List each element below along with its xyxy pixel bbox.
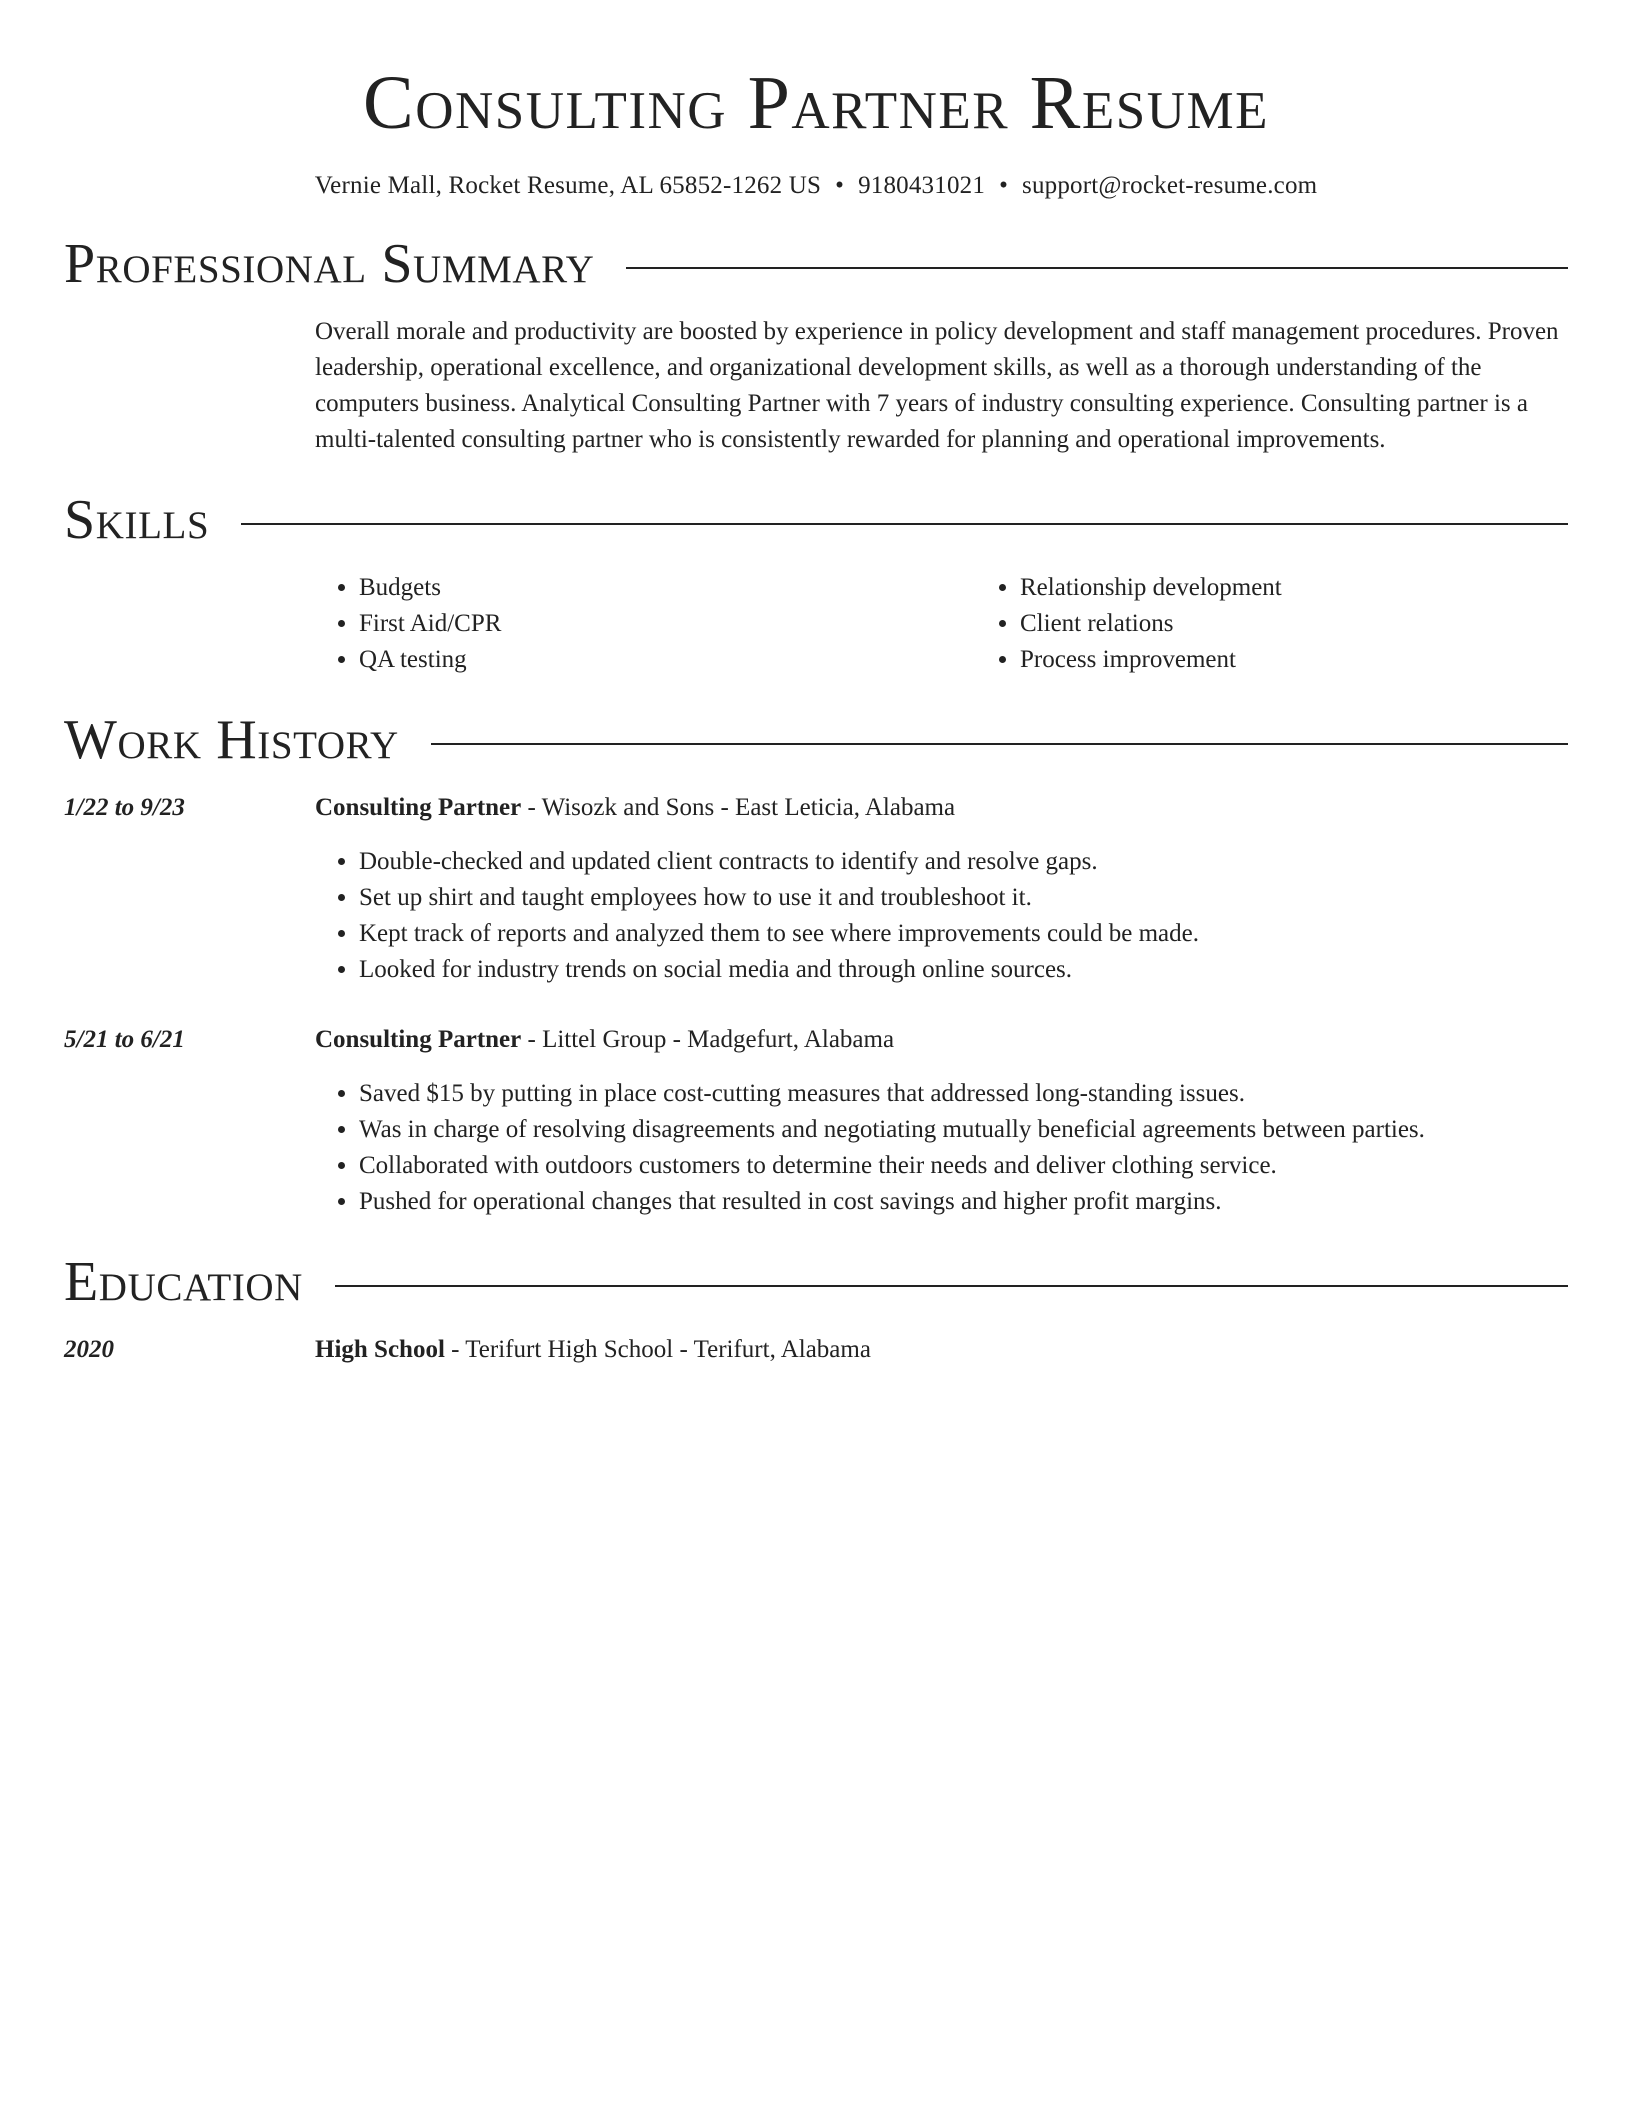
job-heading <box>315 1022 1568 1058</box>
skills-heading: Skills <box>64 489 210 551</box>
summary-spacer <box>64 314 315 458</box>
skill-item: • QA testing <box>359 642 976 678</box>
contact-phone: 9180431021 <box>858 172 986 199</box>
section-divider <box>335 1285 1568 1287</box>
job-bullet: • Set up shirt and taught employees how to use it and troubleshoot it. <box>359 880 1568 916</box>
job-bullet: • Double-checked and updated client contracts to identify and resolve gaps. <box>359 844 1568 880</box>
job-details: - Wisozk and Sons - East Leticia, Alabama <box>521 794 956 821</box>
skill-item: • Client relations <box>1020 606 1632 642</box>
section-divider <box>241 523 1568 525</box>
job-bullet: • Saved $15 by putting in place cost-cutting measures that addressed long-standing issues. <box>359 1076 1568 1112</box>
job-bullet: • Kept track of reports and analyzed them to see where improvements could be made. <box>359 916 1568 952</box>
job-details: - Littel Group - Madgefurt, Alabama <box>521 1026 895 1053</box>
skills-list <box>315 570 1632 678</box>
skill-item: • First Aid/CPR <box>359 606 976 642</box>
summary-section-header <box>64 232 1568 296</box>
section-divider <box>431 743 1568 745</box>
contact-separator: • <box>835 172 845 199</box>
job-entry <box>64 790 1568 988</box>
summary-text: Overall morale and productivity are boosted by experience in policy development and staff management procedures. Proven leadership, operational excellence, and organizational development skills, as well as a thorough understanding of the computers business. Analytical Consulting Partner with 7 years of industry consulting experience. Consulting partner is a multi-talented consulting partner who is consistently rewarded for planning and operational improvements. <box>315 318 1559 453</box>
education-heading: Education <box>64 1251 303 1313</box>
education-section-header <box>64 1250 1568 1314</box>
skills-row <box>64 570 1568 678</box>
contact-separator: • <box>999 172 1009 199</box>
contact-email: support@rocket-resume.com <box>1022 172 1318 199</box>
job-bullets <box>315 844 1568 988</box>
skill-item: • Budgets <box>359 570 976 606</box>
skill-item: • Relationship development <box>1020 570 1632 606</box>
job-bullets <box>315 1076 1568 1220</box>
job-bullet: • Looked for industry trends on social media and through online sources. <box>359 952 1568 988</box>
skill-item: • Process improvement <box>1020 642 1632 678</box>
job-dates: 1/22 to 9/23 <box>64 794 185 821</box>
education-heading-line <box>315 1332 1568 1368</box>
job-dates: 5/21 to 6/21 <box>64 1026 185 1053</box>
job-entry <box>64 1022 1568 1220</box>
resume-title: Consulting Partner Resume <box>363 61 1269 145</box>
education-year: 2020 <box>64 1336 114 1363</box>
skills-section-header <box>64 488 1568 552</box>
job-bullet: • Was in charge of resolving disagreements and negotiating mutually beneficial agreements between parties. <box>359 1112 1568 1148</box>
work-section-header <box>64 708 1568 772</box>
job-title: Consulting Partner <box>315 794 522 821</box>
job-bullet: • Pushed for operational changes that resulted in cost savings and higher profit margins. <box>359 1184 1568 1220</box>
skills-column-right <box>976 570 1632 678</box>
job-heading <box>315 790 1568 826</box>
skills-spacer <box>64 570 315 678</box>
education-entry <box>64 1332 1568 1368</box>
skills-column-left <box>315 570 976 678</box>
contact-address: Vernie Mall, Rocket Resume, AL 65852-1262 US <box>314 172 822 199</box>
contact-line <box>64 170 1568 202</box>
resume-header <box>64 0 1568 202</box>
section-divider <box>626 267 1568 269</box>
education-details: - Terifurt High School - Terifurt, Alabama <box>444 1336 871 1363</box>
summary-heading: Professional Summary <box>64 233 595 295</box>
job-title: Consulting Partner <box>315 1026 522 1053</box>
job-bullet: • Collaborated with outdoors customers to determine their needs and deliver clothing service. <box>359 1148 1568 1184</box>
education-degree: High School <box>315 1336 445 1363</box>
work-heading: Work History <box>64 709 399 771</box>
resume-page <box>64 0 1568 1368</box>
summary-row <box>64 314 1568 458</box>
